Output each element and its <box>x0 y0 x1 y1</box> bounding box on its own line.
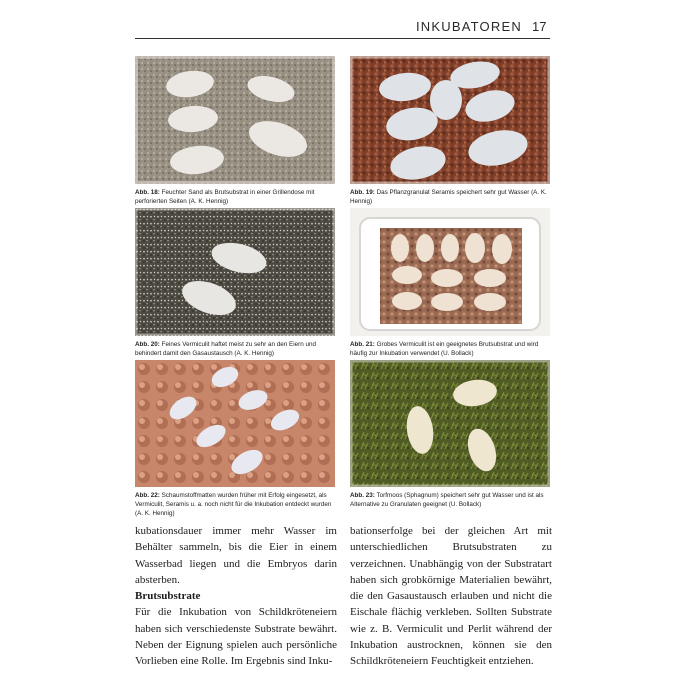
caption-abb-19 <box>350 188 555 206</box>
caption-abb-20 <box>135 340 340 358</box>
body-paragraph-right: bationserfolge bei der gleichen Art mit unterschiedlichen Brutsubstraten zu verzeichnen. Unabhängig von der Substratart haben sich grobkörnige Materialien bewährt, die den Gasaustausch erlauben und nicht die Eischale flächig verkleben. Sollten Substrate wie z. B. Vermiculit und Perlit während der Inkubation austrocknen, können sie den Schildkröteneiern Feuchtigkeit entziehen. <box>350 525 552 668</box>
caption-abb-23 <box>350 491 555 509</box>
photo-abb-19 <box>350 56 550 184</box>
photo-abb-22 <box>135 360 335 487</box>
caption-abb-21-number: Abb. 21: <box>350 341 375 348</box>
caption-abb-21-text: Grobes Vermiculit ist ein geeignetes Brutsubstrat und wird häufig zur Inkubation verwendet <box>350 341 539 357</box>
caption-abb-20-credit: (A. K. Hennig) <box>234 350 274 357</box>
header-title: INKUBATOREN <box>416 19 522 34</box>
header-rule <box>135 38 550 39</box>
photo-abb-23 <box>350 360 550 487</box>
caption-abb-22 <box>135 491 340 518</box>
photo-abb-20 <box>135 208 335 336</box>
body-paragraph-brutsubstrate: Für die Inkubation von Schildkröteneiern haben sich verschiedenste Substrate bewährt. Neben der Eignung spielen auch persönliche Vorlieben eine Rolle. Im Ergebnis sind Inku- <box>135 606 337 668</box>
caption-abb-20-number: Abb. 20: <box>135 341 160 348</box>
caption-abb-23-text: Torfmoos (Sphagnum) speichert sehr gut Wasser und ist als Alternative zu Granulaten geeignet <box>350 492 544 508</box>
caption-abb-22-text: Schaumstoffmatten wurden früher mit Erfolg eingesetzt, als Vermiculit, Seramis u. a. noch nicht für die Inkubation entdeckt wurden <box>135 492 332 508</box>
caption-abb-19-credit: (A. K. Hennig) <box>350 189 547 205</box>
caption-abb-18-text: Feuchter Sand als Brutsubstrat in einer Grillendose mit perforierten Seiten <box>135 189 315 205</box>
caption-abb-18-number: Abb. 18: <box>135 189 160 196</box>
caption-abb-21-credit: (U. Bollack) <box>441 350 474 357</box>
subheading-brutsubstrate: Brutsubstrate <box>135 590 201 603</box>
body-column-right <box>350 523 552 670</box>
caption-abb-21 <box>350 340 555 358</box>
caption-abb-22-credit: (A. K. Hennig) <box>135 510 175 517</box>
photo-abb-18 <box>135 56 335 184</box>
body-column-left <box>135 523 337 670</box>
caption-abb-18 <box>135 188 340 206</box>
photo-abb-21 <box>350 208 550 336</box>
page-number: 17 <box>532 19 547 34</box>
caption-abb-23-number: Abb. 23: <box>350 492 375 499</box>
caption-abb-20-text: Feines Vermiculit haftet meist zu sehr an den Eiern und behindert damit den Gasaustausch <box>135 341 316 357</box>
body-paragraph-continued: kubationsdauer immer mehr Wasser im Behälter sammeln, bis die Eier in einem Wasserbad liegen und die Embryos darin absterben. <box>135 525 337 586</box>
caption-abb-19-text: Das Pflanzgranulat Seramis speichert sehr gut Wasser <box>376 189 530 196</box>
caption-abb-19-number: Abb. 19: <box>350 189 375 196</box>
caption-abb-23-credit: (U. Bollack) <box>448 501 482 508</box>
caption-abb-22-number: Abb. 22: <box>135 492 160 499</box>
caption-abb-18-credit: (A. K. Hennig) <box>188 198 229 205</box>
